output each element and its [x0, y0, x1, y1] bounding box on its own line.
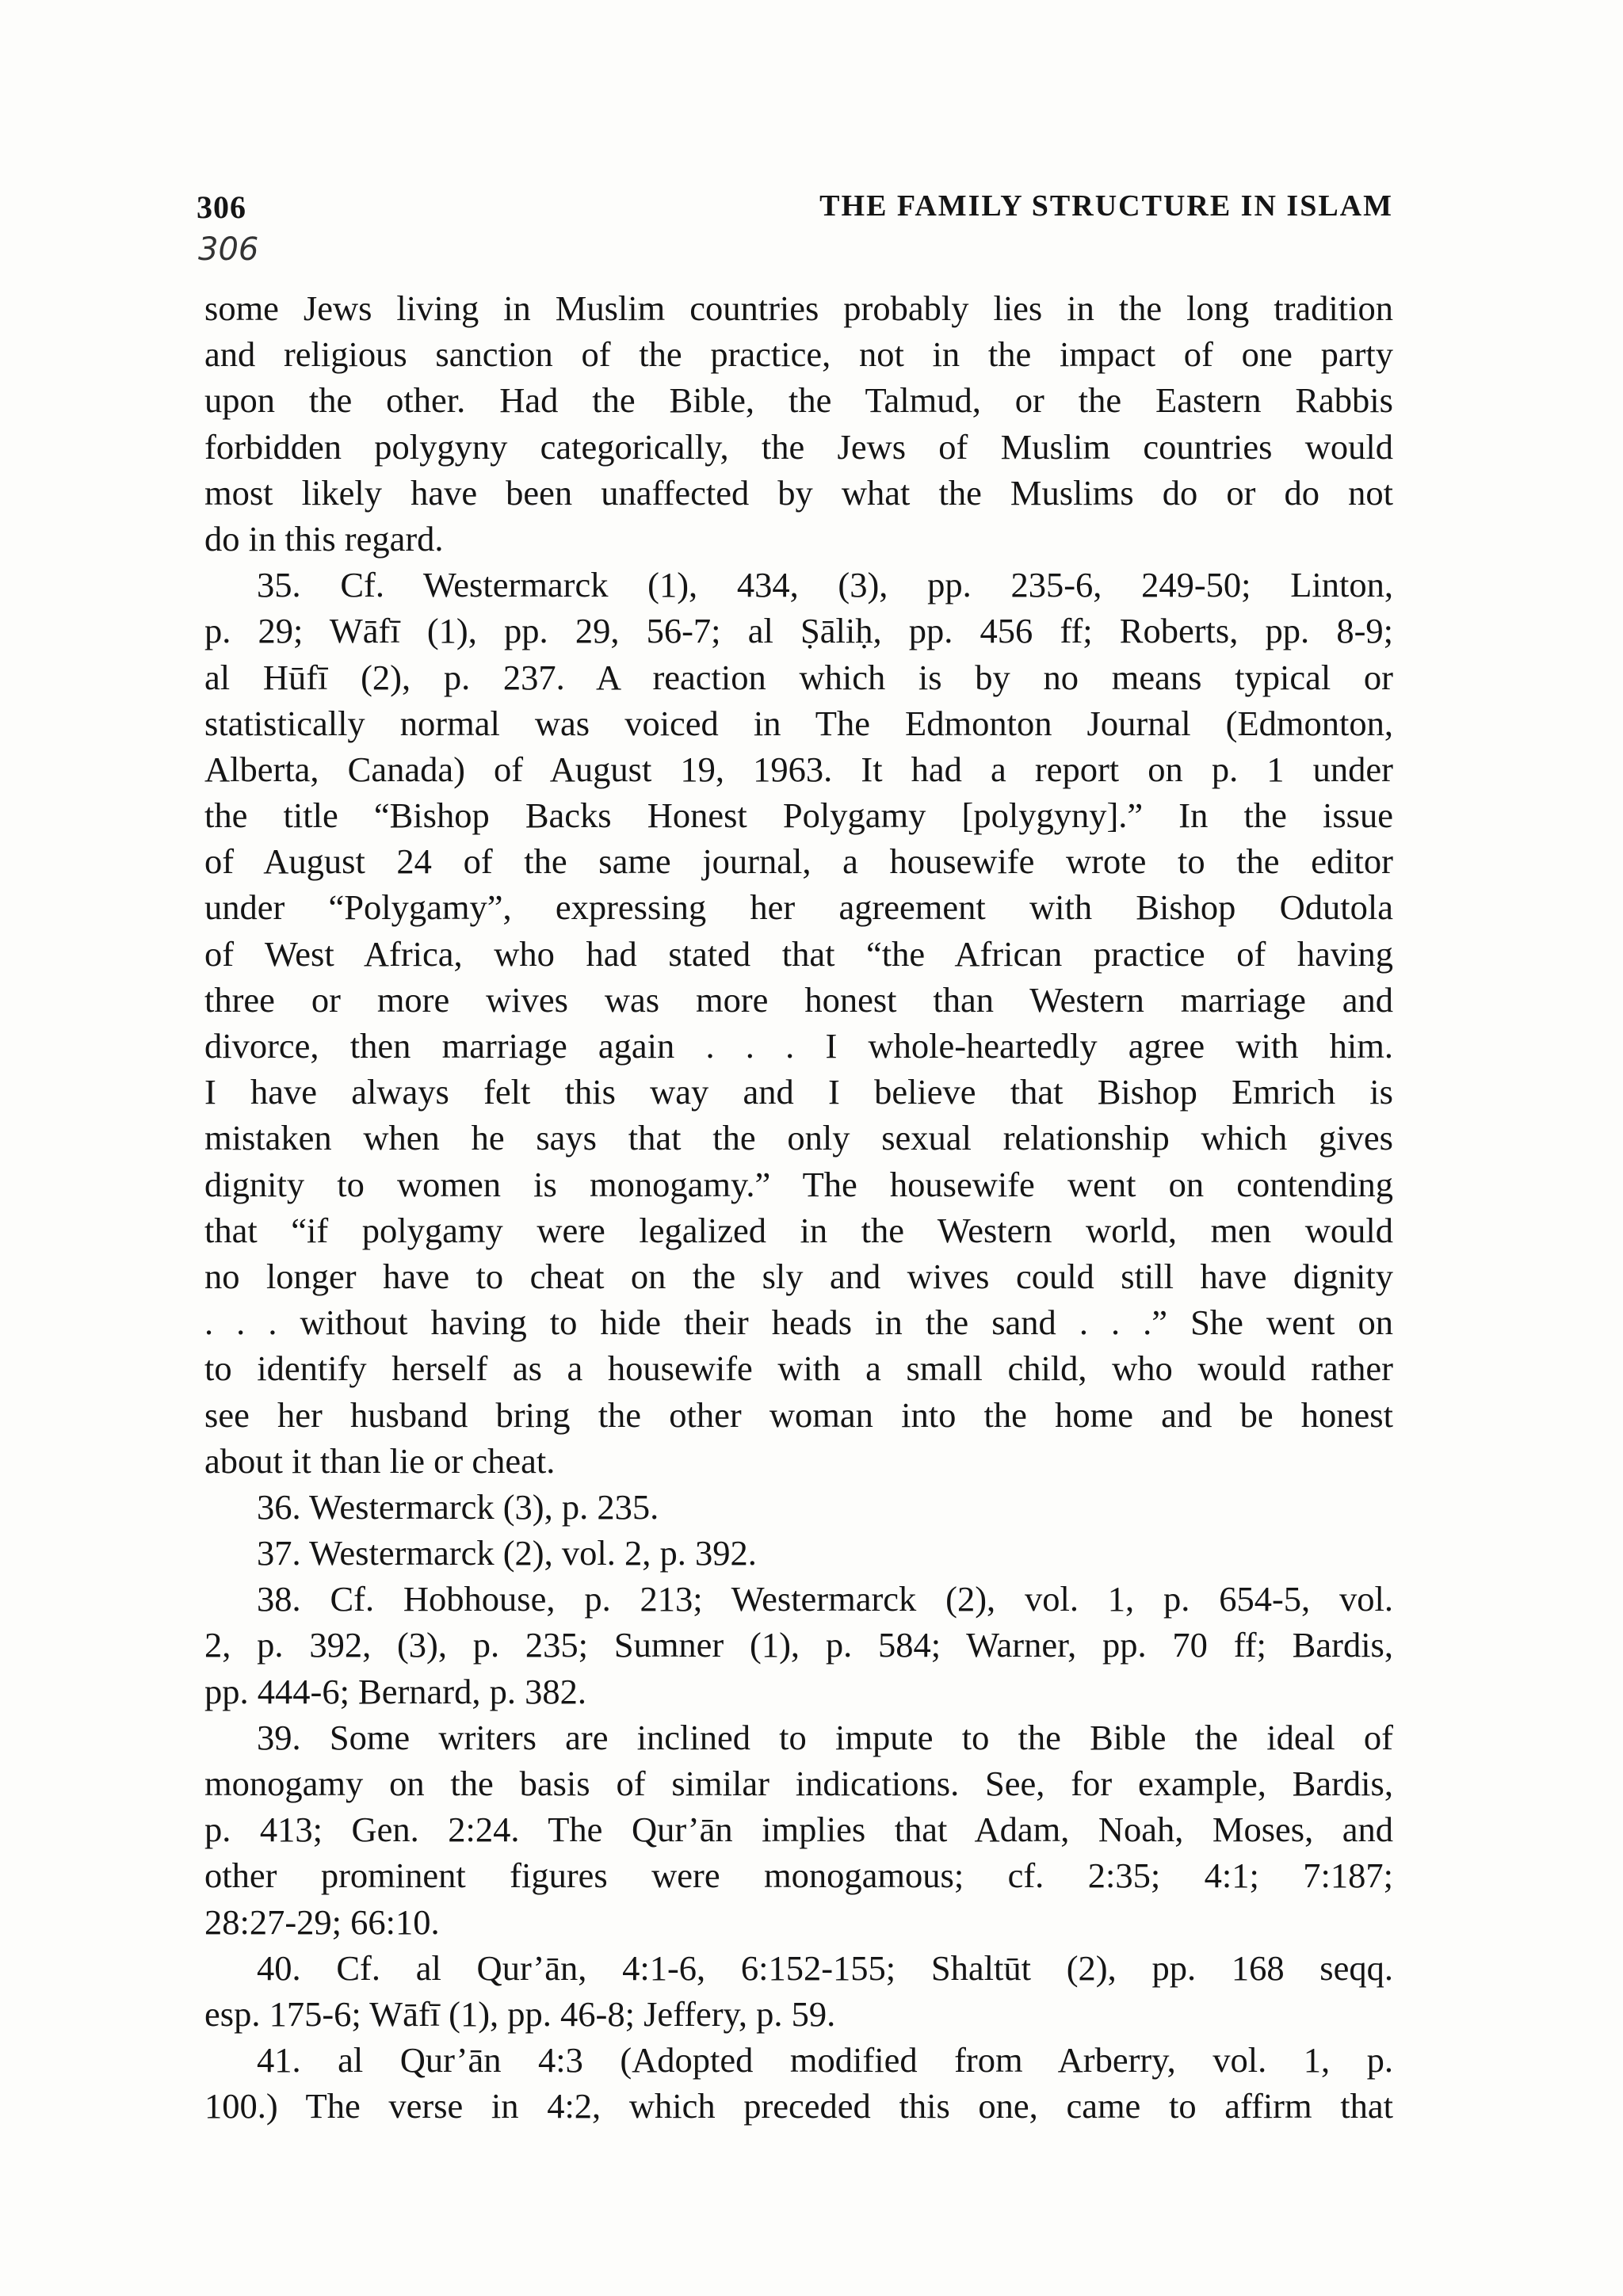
text-line: dignity to women is monogamy.” The housewife went on contending — [204, 1164, 1393, 1204]
text-line: mistaken when he says that the only sexual relationship which gives — [204, 1118, 1393, 1158]
text-line: 36. Westermarck (3), p. 235. — [257, 1486, 659, 1527]
text-line: I have always felt this way and I believe that Bishop Emrich is — [204, 1072, 1393, 1112]
text-line: esp. 175-6; Wāfī (1), pp. 46-8; Jeffery, p. 59. — [204, 1993, 836, 2034]
text-line: upon the other. Had the Bible, the Talmud, or the Eastern Rabbis — [204, 380, 1393, 421]
handwritten-page-number: 306 — [198, 231, 259, 268]
text-line: al Hūfī (2), p. 237. A reaction which is by no means typical or — [204, 657, 1393, 697]
text-line: divorce, then marriage again . . . I whole-heartedly agree with him. — [204, 1026, 1393, 1066]
running-head: THE FAMILY STRUCTURE IN ISLAM — [819, 189, 1393, 223]
text-line: 40. Cf. al Qur’ān, 4:1-6, 6:152-155; Shaltūt (2), pp. 168 seqq. — [257, 1947, 1393, 1988]
text-line: to identify herself as a housewife with a small child, who would rather — [204, 1348, 1393, 1389]
text-line: other prominent figures were monogamous; cf. 2:35; 4:1; 7:187; — [204, 1855, 1393, 1896]
text-line: the title “Bishop Backs Honest Polygamy [polygyny].” In the issue — [204, 795, 1393, 836]
page-number: 306 — [197, 189, 246, 225]
text-line: and religious sanction of the practice, not in the impact of one party — [204, 334, 1393, 375]
text-line: 41. al Qur’ān 4:3 (Adopted modified from Arberry, vol. 1, p. — [257, 2040, 1393, 2081]
text-line: 37. Westermarck (2), vol. 2, p. 392. — [257, 1533, 757, 1573]
text-line: most likely have been unaffected by what the Muslims do or do not — [204, 472, 1393, 513]
text-line: 39. Some writers are inclined to impute to the Bible the ideal of — [257, 1717, 1393, 1757]
text-line: Alberta, Canada) of August 19, 1963. It had a report on p. 1 under — [204, 749, 1393, 789]
text-line: 38. Cf. Hobhouse, p. 213; Westermarck (2), vol. 1, p. 654-5, vol. — [257, 1579, 1393, 1619]
page-header — [197, 189, 1393, 236]
text-line: under “Polygamy”, expressing her agreement with Bishop Odutola — [204, 887, 1393, 928]
text-line: . . . without having to hide their heads in the sand . . .” She went on — [204, 1302, 1393, 1343]
body-text — [204, 285, 1393, 2130]
text-line: do in this regard. — [204, 518, 444, 559]
text-line: 35. Cf. Westermarck (1), 434, (3), pp. 235-6, 249-50; Linton, — [257, 565, 1393, 605]
text-line: statistically normal was voiced in The Edmonton Journal (Edmonton, — [204, 703, 1393, 743]
text-line: about it than lie or cheat. — [204, 1440, 556, 1481]
text-line: of West Africa, who had stated that “the African practice of having — [204, 933, 1393, 974]
text-line: p. 413; Gen. 2:24. The Qur’ān implies that Adam, Noah, Moses, and — [204, 1810, 1393, 1850]
text-line: see her husband bring the other woman into the home and be honest — [204, 1394, 1393, 1435]
text-line: 100.) The verse in 4:2, which preceded this one, came to affirm that — [204, 2086, 1393, 2126]
text-line: three or more wives was more honest than Western marriage and — [204, 979, 1393, 1020]
text-line: p. 29; Wāfī (1), pp. 29, 56-7; al Ṣāliḥ, pp. 456 ff; Roberts, pp. 8-9; — [204, 611, 1393, 651]
text-line: no longer have to cheat on the sly and wives could still have dignity — [204, 1256, 1393, 1296]
text-line: 28:27-29; 66:10. — [204, 1901, 440, 1942]
text-line: of August 24 of the same journal, a housewife wrote to the editor — [204, 841, 1393, 882]
text-line: forbidden polygyny categorically, the Jews of Muslim countries would — [204, 426, 1393, 467]
text-line: pp. 444-6; Bernard, p. 382. — [204, 1671, 587, 1711]
text-line: 2, p. 392, (3), p. 235; Sumner (1), p. 584; Warner, pp. 70 ff; Bardis, — [204, 1625, 1393, 1665]
text-line: that “if polygamy were legalized in the Western world, men would — [204, 1210, 1393, 1250]
text-line: some Jews living in Muslim countries probably lies in the long tradition — [204, 288, 1393, 328]
text-line: monogamy on the basis of similar indications. See, for example, Bardis, — [204, 1764, 1393, 1803]
